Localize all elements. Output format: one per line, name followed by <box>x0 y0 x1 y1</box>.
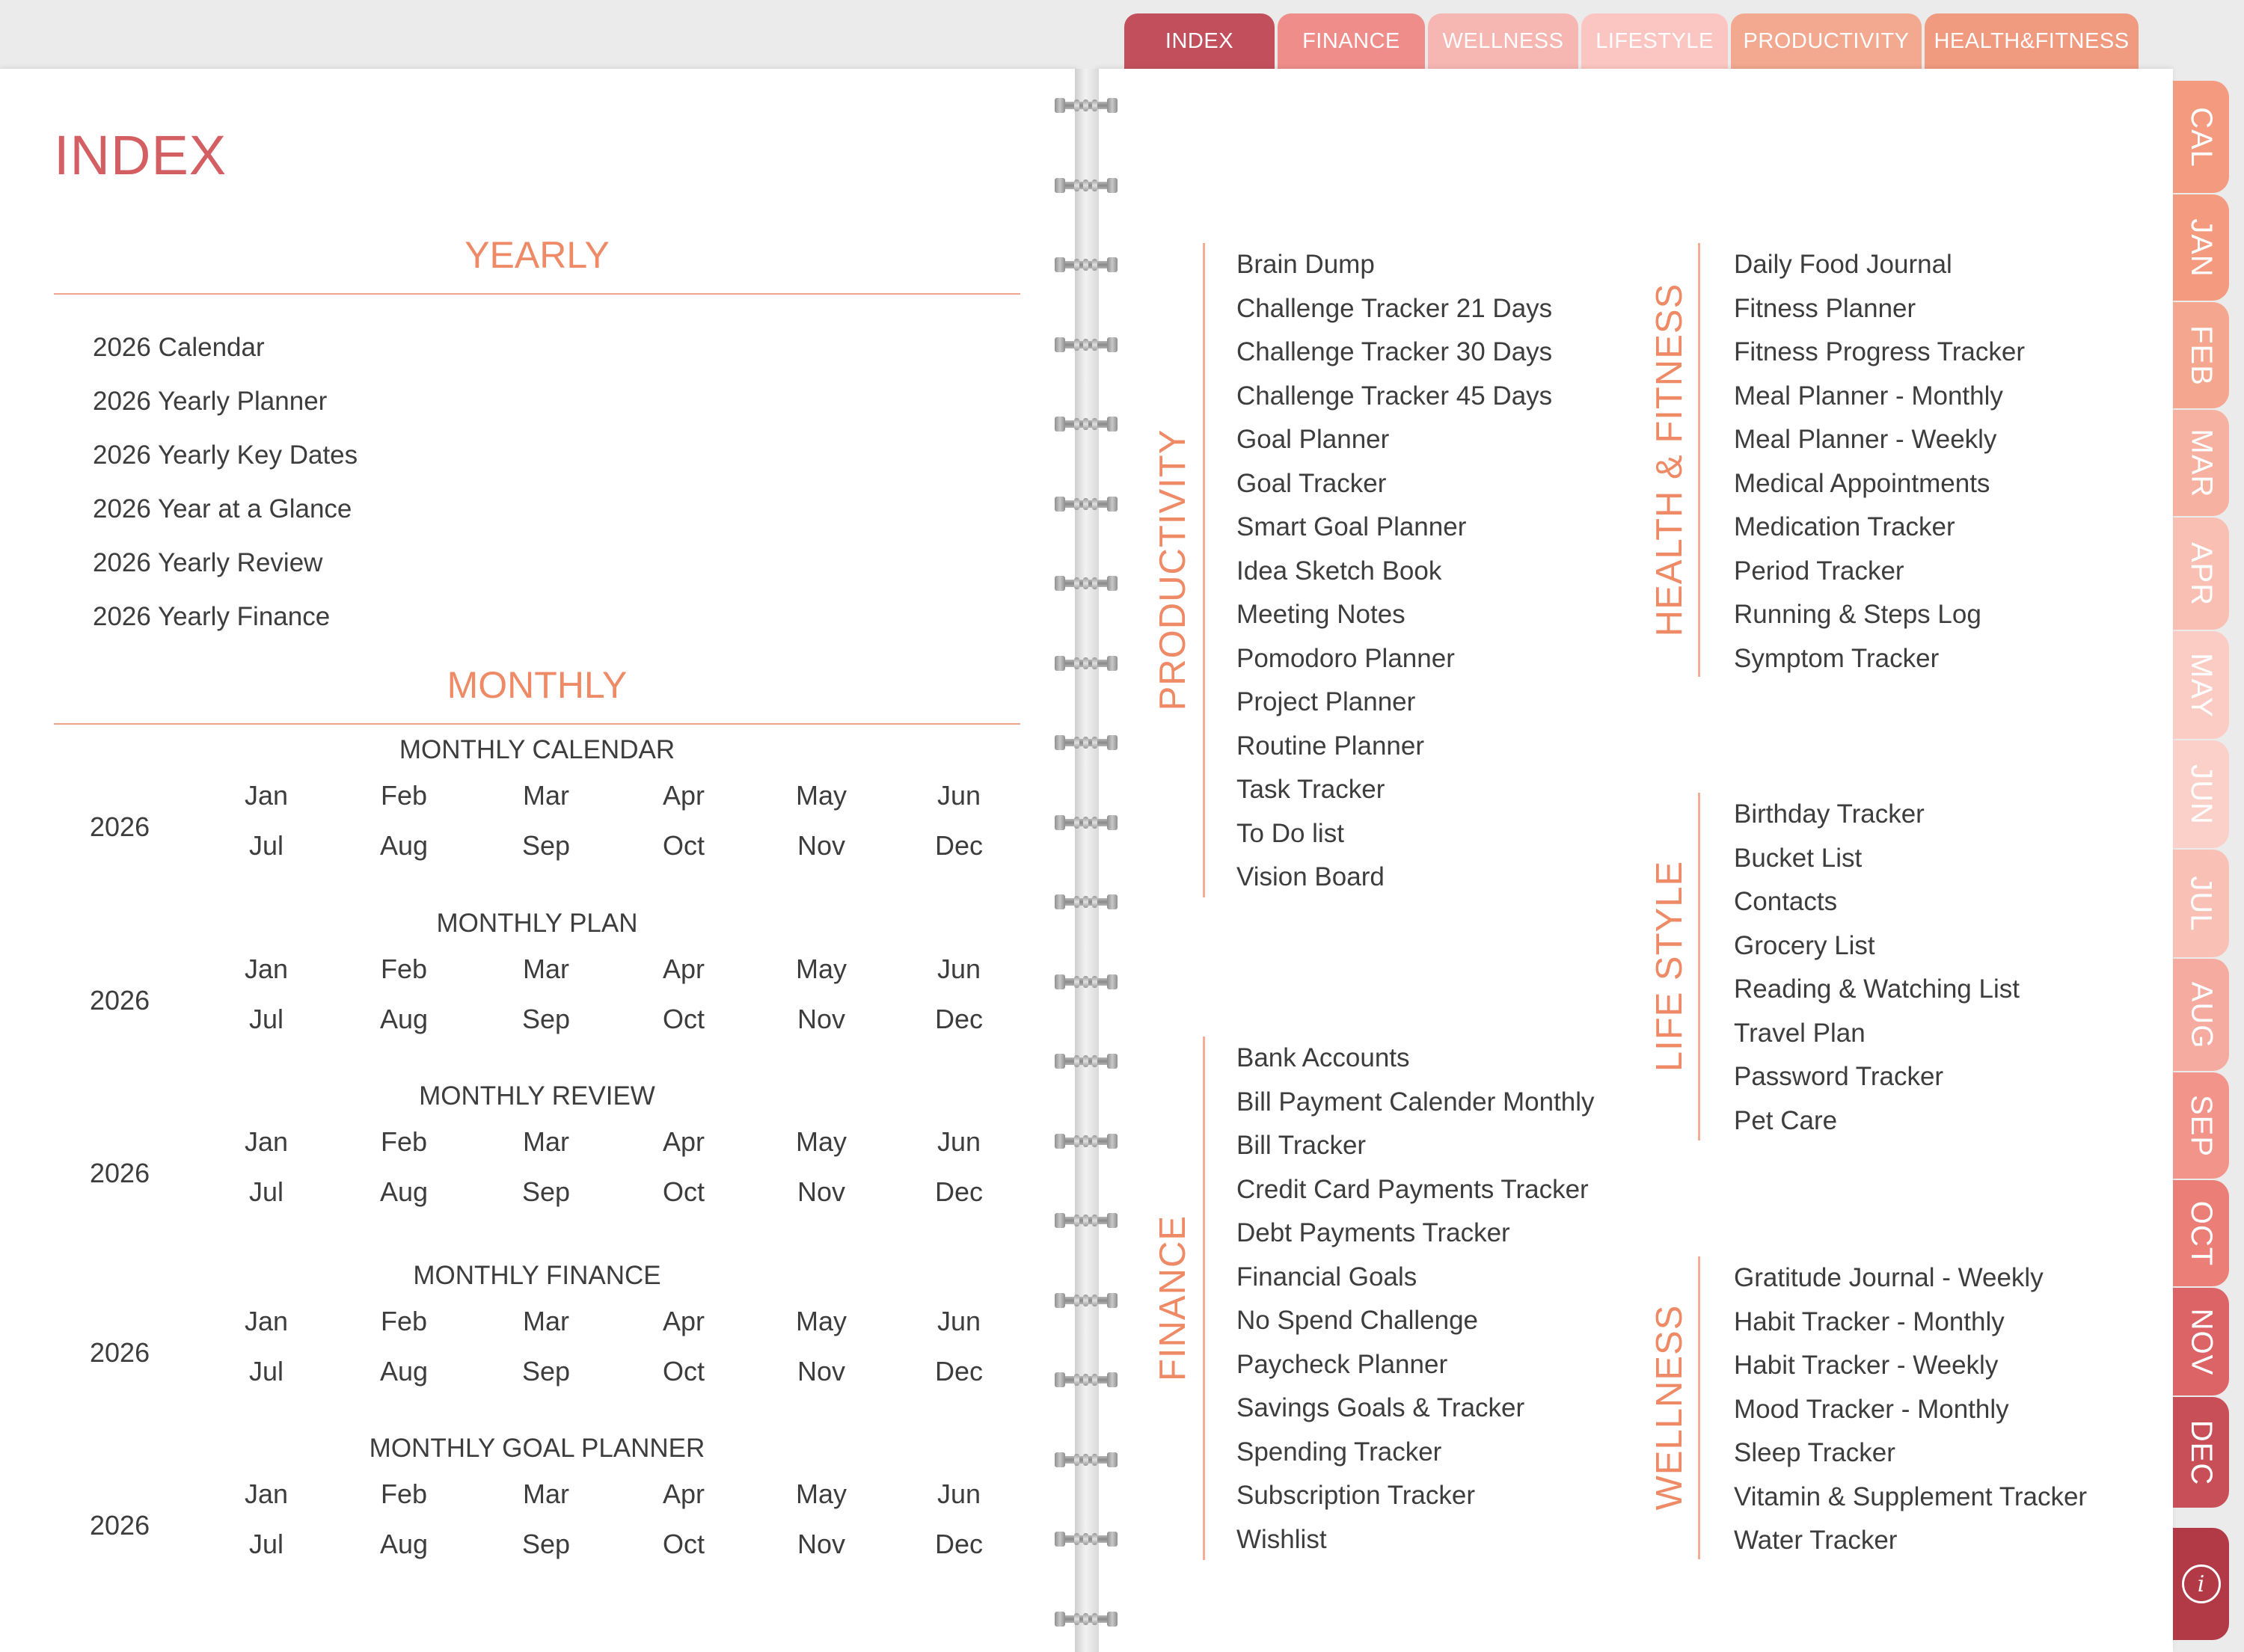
month-link-dec[interactable]: Dec <box>934 1004 984 1034</box>
index-link[interactable]: To Do list <box>1236 818 1344 848</box>
month-link-feb[interactable]: Feb <box>380 1126 428 1157</box>
monthly-heading: MONTHLY <box>447 664 628 706</box>
binding-ring <box>1055 1134 1118 1149</box>
month-link-apr[interactable]: Apr <box>662 780 705 811</box>
month-link-oct[interactable]: Oct <box>662 830 705 861</box>
category-label: PRODUCTIVITY <box>1153 429 1193 711</box>
month-link-mar[interactable]: Mar <box>523 1126 569 1157</box>
index-link[interactable]: Password Tracker <box>1734 1062 1944 1091</box>
month-link-nov[interactable]: Nov <box>797 1529 846 1559</box>
index-link[interactable]: Savings Goals & Tracker <box>1236 1393 1525 1422</box>
monthly-group-title: MONTHLY FINANCE <box>413 1261 661 1290</box>
month-link-feb[interactable]: Feb <box>380 1306 428 1336</box>
month-link-jun[interactable]: Jun <box>936 1126 981 1157</box>
month-link-may[interactable]: May <box>795 780 847 811</box>
index-link[interactable]: Project Planner <box>1236 687 1416 716</box>
index-link[interactable]: Task Tracker <box>1236 775 1385 804</box>
month-link-jul[interactable]: Jul <box>248 1176 284 1207</box>
top-tab-bar <box>1124 13 2142 69</box>
month-link-nov[interactable]: Nov <box>797 1004 846 1034</box>
month-link-apr[interactable]: Apr <box>662 1478 705 1509</box>
month-link-jun[interactable]: Jun <box>936 1306 981 1336</box>
index-link[interactable]: Water Tracker <box>1734 1526 1898 1555</box>
index-link[interactable]: Fitness Progress Tracker <box>1734 337 2025 366</box>
index-link[interactable]: Routine Planner <box>1236 731 1424 761</box>
index-link[interactable]: Wishlist <box>1236 1524 1327 1554</box>
side-tab-apr[interactable] <box>2173 518 2229 630</box>
side-tab-label: FEB <box>2185 325 2219 386</box>
wellness-list <box>1734 1256 2087 1563</box>
binding-ring <box>1055 576 1118 591</box>
side-tab-label: JUN <box>2185 764 2218 825</box>
monthly-group-title: MONTHLY PLAN <box>436 909 638 938</box>
binding-ring <box>1055 337 1118 352</box>
month-link-oct[interactable]: Oct <box>662 1356 705 1387</box>
monthly-group-title: MONTHLY GOAL PLANNER <box>369 1434 705 1463</box>
binding-ring <box>1055 1054 1118 1069</box>
index-link[interactable]: Goal Tracker <box>1236 468 1387 498</box>
index-link[interactable]: Financial Goals <box>1236 1262 1417 1292</box>
info-icon: i <box>2182 1565 2221 1603</box>
month-link-sep[interactable]: Sep <box>521 1529 571 1559</box>
month-link-mar[interactable]: Mar <box>523 1478 569 1509</box>
monthly-divider <box>54 723 1020 725</box>
month-link-dec[interactable]: Dec <box>934 830 984 861</box>
side-tab-oct[interactable] <box>2173 1180 2229 1286</box>
index-link[interactable]: Symptom Tracker <box>1734 643 1940 673</box>
category-label: FINANCE <box>1153 1215 1193 1382</box>
month-link-apr[interactable]: Apr <box>662 1306 705 1336</box>
year-label: 2026 <box>90 1510 150 1541</box>
index-link[interactable]: Idea Sketch Book <box>1236 556 1442 586</box>
side-tab-label: JAN <box>2185 218 2219 277</box>
binding-ring <box>1055 417 1118 432</box>
side-tab-feb[interactable] <box>2173 302 2229 408</box>
year-label: 2026 <box>90 1337 150 1368</box>
binding-ring <box>1055 1452 1118 1467</box>
month-link-dec[interactable]: Dec <box>934 1529 984 1559</box>
index-link[interactable]: Subscription Tracker <box>1236 1481 1476 1510</box>
index-link[interactable]: Pomodoro Planner <box>1236 643 1455 673</box>
life-style-list <box>1734 793 2020 1143</box>
tab-index[interactable]: INDEX <box>1124 13 1275 69</box>
month-link-jan[interactable]: Jan <box>244 1306 289 1336</box>
category-label: HEALTH & FITNESS <box>1649 283 1690 637</box>
yearly-link[interactable]: 2026 Calendar <box>93 333 265 362</box>
month-link-sep[interactable]: Sep <box>521 1176 571 1207</box>
binding-ring <box>1055 894 1118 909</box>
index-link[interactable]: Bucket List <box>1734 843 1863 873</box>
index-link[interactable]: Daily Food Journal <box>1734 250 1952 279</box>
index-link[interactable]: Bill Tracker <box>1236 1131 1367 1160</box>
index-link[interactable]: Medication Tracker <box>1734 512 1955 541</box>
index-link[interactable]: Period Tracker <box>1734 556 1904 586</box>
binding-ring <box>1055 1372 1118 1387</box>
binding-ring <box>1055 98 1118 113</box>
binding-ring <box>1055 1213 1118 1228</box>
yearly-link[interactable]: 2026 Year at a Glance <box>93 494 352 523</box>
binding-ring <box>1055 1532 1118 1547</box>
index-link[interactable]: Gratitude Journal - Weekly <box>1734 1263 2044 1292</box>
month-link-jun[interactable]: Jun <box>936 1478 981 1509</box>
month-link-jul[interactable]: Jul <box>248 1004 284 1034</box>
side-tab-label: JUL <box>2184 875 2218 932</box>
month-link-sep[interactable]: Sep <box>521 1356 571 1387</box>
index-link[interactable]: Goal Planner <box>1236 425 1390 454</box>
index-link[interactable]: Medical Appointments <box>1734 468 1990 498</box>
yearly-link[interactable]: 2026 Yearly Planner <box>93 387 328 416</box>
index-link[interactable]: Vitamin & Supplement Tracker <box>1734 1481 2088 1511</box>
side-tab-cal[interactable] <box>2173 81 2229 193</box>
page-title: INDEX <box>54 124 227 186</box>
month-link-aug[interactable]: Aug <box>379 1529 429 1559</box>
yearly-link[interactable]: 2026 Yearly Review <box>93 548 323 577</box>
month-link-mar[interactable]: Mar <box>523 1306 569 1336</box>
month-link-oct[interactable]: Oct <box>662 1004 705 1034</box>
index-link[interactable]: No Spend Challenge <box>1236 1306 1479 1335</box>
index-link[interactable]: Paycheck Planner <box>1236 1349 1448 1379</box>
index-link[interactable]: Grocery List <box>1734 930 1875 960</box>
binding-ring <box>1055 257 1118 272</box>
side-tab-aug[interactable] <box>2173 959 2229 1071</box>
health-fitness-list <box>1734 243 2025 681</box>
month-link-mar[interactable]: Mar <box>523 954 569 984</box>
month-link-oct[interactable]: Oct <box>662 1529 705 1559</box>
index-link[interactable]: Contacts <box>1734 887 1838 916</box>
index-link[interactable]: Bill Payment Calender Monthly <box>1236 1087 1595 1117</box>
month-link-jun[interactable]: Jun <box>936 780 981 811</box>
info-button[interactable] <box>2173 1528 2229 1640</box>
index-link[interactable]: Challenge Tracker 30 Days <box>1236 337 1553 366</box>
monthly-group-title: MONTHLY REVIEW <box>419 1081 655 1111</box>
month-link-mar[interactable]: Mar <box>523 780 569 811</box>
side-tab-nov[interactable] <box>2173 1288 2229 1395</box>
index-link[interactable]: Reading & Watching List <box>1734 974 2020 1004</box>
month-link-feb[interactable]: Feb <box>380 1478 428 1509</box>
month-link-may[interactable]: May <box>795 1126 847 1157</box>
side-tab-mar[interactable] <box>2173 410 2229 516</box>
index-link[interactable]: Smart Goal Planner <box>1236 512 1467 541</box>
side-tab-jul[interactable] <box>2173 850 2229 957</box>
index-link[interactable]: Challenge Tracker 45 Days <box>1236 381 1553 411</box>
month-link-jun[interactable]: Jun <box>936 954 981 984</box>
side-tab-label: SEP <box>2185 1094 2219 1157</box>
side-tab-sep[interactable] <box>2173 1072 2229 1179</box>
category-label: WELLNESS <box>1649 1304 1690 1511</box>
month-link-jul[interactable]: Jul <box>248 830 284 861</box>
index-link[interactable]: Habit Tracker - Monthly <box>1734 1306 2005 1336</box>
month-link-aug[interactable]: Aug <box>379 1176 429 1207</box>
category-label: LIFE STYLE <box>1649 860 1690 1072</box>
index-link[interactable]: Sleep Tracker <box>1734 1438 1895 1467</box>
binding-ring <box>1055 178 1118 193</box>
month-link-jan[interactable]: Jan <box>244 780 289 811</box>
month-link-aug[interactable]: Aug <box>379 830 429 861</box>
month-link-aug[interactable]: Aug <box>379 1356 429 1387</box>
month-link-feb[interactable]: Feb <box>380 954 428 984</box>
month-link-oct[interactable]: Oct <box>662 1176 705 1207</box>
productivity-list <box>1236 243 1552 900</box>
year-label: 2026 <box>90 985 150 1016</box>
year-label: 2026 <box>90 1158 150 1188</box>
wellness-divider <box>1698 1256 1700 1559</box>
life-style-divider <box>1698 793 1700 1140</box>
tab-finance[interactable]: FINANCE <box>1278 13 1425 69</box>
month-link-jul[interactable]: Jul <box>248 1356 284 1387</box>
side-tab-may[interactable] <box>2173 631 2229 739</box>
month-link-may[interactable]: May <box>795 954 847 984</box>
index-link[interactable]: Meal Planner - Weekly <box>1734 425 1997 454</box>
spiral-binding <box>1075 69 1099 1652</box>
side-tab-jun[interactable] <box>2173 740 2229 848</box>
month-link-nov[interactable]: Nov <box>797 830 846 861</box>
month-link-aug[interactable]: Aug <box>379 1004 429 1034</box>
year-label: 2026 <box>90 811 150 842</box>
month-link-may[interactable]: May <box>795 1306 847 1336</box>
month-link-nov[interactable]: Nov <box>797 1176 846 1207</box>
index-link[interactable]: Spending Tracker <box>1236 1437 1442 1467</box>
yearly-divider <box>54 293 1020 295</box>
finance-divider <box>1203 1037 1205 1560</box>
tab-wellness[interactable]: WELLNESS <box>1428 13 1578 69</box>
index-link[interactable]: Running & Steps Log <box>1734 600 1981 629</box>
index-link[interactable]: Bank Accounts <box>1236 1043 1410 1072</box>
index-link[interactable]: Travel Plan <box>1734 1018 1866 1048</box>
side-tab-label: APR <box>2185 541 2218 606</box>
tab-lifestyle[interactable]: LIFESTYLE <box>1581 13 1728 69</box>
index-link[interactable]: Meal Planner - Monthly <box>1734 381 2003 411</box>
binding-ring <box>1055 974 1118 989</box>
index-link[interactable]: Meeting Notes <box>1236 600 1405 629</box>
index-link[interactable]: Vision Board <box>1236 862 1385 891</box>
month-link-feb[interactable]: Feb <box>380 780 428 811</box>
month-link-sep[interactable]: Sep <box>521 830 571 861</box>
side-tab-label: NOV <box>2185 1308 2218 1375</box>
month-link-dec[interactable]: Dec <box>934 1356 984 1387</box>
binding-ring <box>1055 735 1118 750</box>
month-link-jan[interactable]: Jan <box>244 1478 289 1509</box>
yearly-heading: YEARLY <box>465 234 610 276</box>
index-link[interactable]: Credit Card Payments Tracker <box>1236 1174 1589 1204</box>
tab-health-fitness[interactable]: HEALTH&FITNESS <box>1925 13 2139 69</box>
tab-productivity[interactable]: PRODUCTIVITY <box>1731 13 1922 69</box>
index-link[interactable]: Birthday Tracker <box>1734 799 1925 829</box>
side-tab-label: MAR <box>2185 429 2219 497</box>
monthly-group-title: MONTHLY CALENDAR <box>399 735 675 764</box>
binding-ring <box>1055 1293 1118 1308</box>
yearly-link[interactable]: 2026 Yearly Key Dates <box>93 440 358 470</box>
binding-ring <box>1055 656 1118 671</box>
side-tab-label: DEC <box>2185 1419 2219 1485</box>
month-link-dec[interactable]: Dec <box>934 1176 984 1207</box>
binding-ring <box>1055 815 1118 830</box>
health-fitness-divider <box>1698 243 1700 677</box>
index-link[interactable]: Fitness Planner <box>1734 293 1916 323</box>
month-link-apr[interactable]: Apr <box>662 954 705 984</box>
side-tab-label: OCT <box>2185 1200 2218 1266</box>
index-link[interactable]: Challenge Tracker 21 Days <box>1236 293 1553 323</box>
month-link-sep[interactable]: Sep <box>521 1004 571 1034</box>
side-tab-label: AUG <box>2185 981 2218 1048</box>
finance-list <box>1236 1037 1595 1562</box>
month-link-may[interactable]: May <box>795 1478 847 1509</box>
side-tab-label: CAL <box>2185 106 2218 168</box>
binding-ring <box>1055 1612 1118 1627</box>
side-tab-label: MAY <box>2185 652 2218 718</box>
month-link-nov[interactable]: Nov <box>797 1356 846 1387</box>
yearly-link[interactable]: 2026 Yearly Finance <box>93 602 331 631</box>
side-tab-jan[interactable] <box>2173 194 2229 301</box>
index-link[interactable]: Mood Tracker - Monthly <box>1734 1394 2009 1424</box>
index-link[interactable]: Pet Care <box>1734 1105 1838 1135</box>
index-link[interactable]: Habit Tracker - Weekly <box>1734 1351 1999 1380</box>
side-tab-dec[interactable] <box>2173 1397 2229 1508</box>
binding-ring <box>1055 497 1118 512</box>
month-link-jan[interactable]: Jan <box>244 954 289 984</box>
index-link[interactable]: Brain Dump <box>1236 250 1375 279</box>
index-link[interactable]: Debt Payments Tracker <box>1236 1218 1510 1247</box>
productivity-divider <box>1203 243 1205 897</box>
month-link-jul[interactable]: Jul <box>248 1529 284 1559</box>
month-link-apr[interactable]: Apr <box>662 1126 705 1157</box>
month-link-jan[interactable]: Jan <box>244 1126 289 1157</box>
